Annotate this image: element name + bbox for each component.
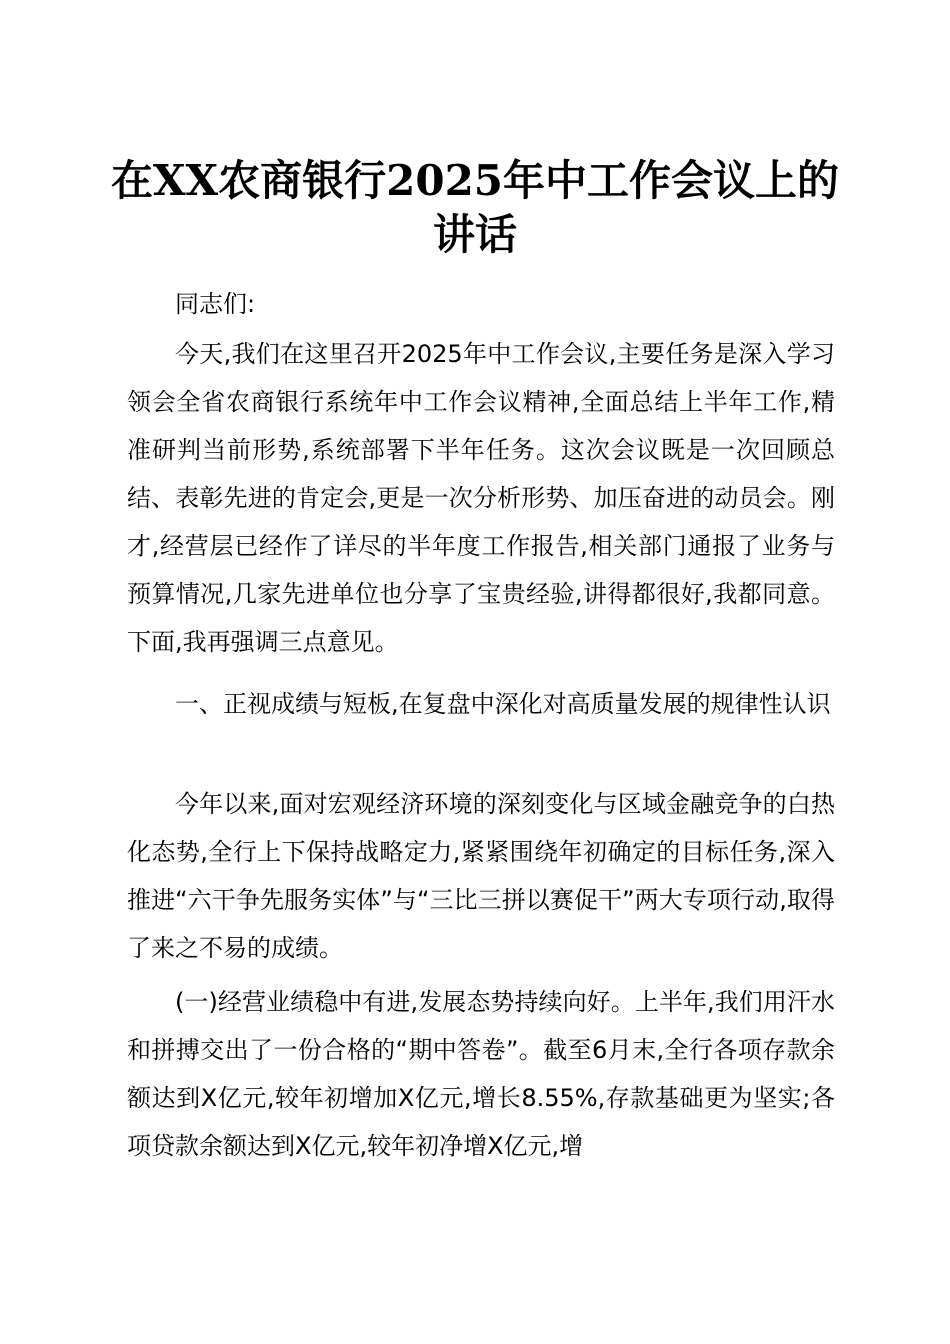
greeting: 同志们:: [175, 290, 256, 318]
section-heading-1: 一、正视成绩与短板,在复盘中深化对高质量发展的规律性认识: [175, 690, 831, 718]
document-title: 在XX农商银行2025年中工作会议上的讲话: [110, 156, 840, 259]
paragraph-achievements: 今年以来,面对宏观经济环境的深刻变化与区域金融竞争的白热化态势,全行上下保持战略定力,紧紧围绕年初确定的目标任务,深入推进“六干争先服务实体”与“三比三拼以赛促干”两大专项行动,取得了来之不易的成绩。: [127, 790, 835, 962]
paragraph-intro: 今天,我们在这里召开2025年中工作会议,主要任务是深入学习领会全省农商银行系统年中工作会议精神,全面总结上半年工作,精准研判当前形势,系统部署下半年任务。这次会议既是一次回顾总结、表彰先进的肯定会,更是一次分析形势、加压奋进的动员会。刚才,经营层已经作了详尽的半年度工作报告,相关部门通报了业务与预算情况,几家先进单位也分享了宝贵经验,讲得都很好,我都同意。下面,我再强调三点意见。: [127, 340, 835, 656]
paragraph-subsection-1: (一)经营业绩稳中有进,发展态势持续向好。上半年,我们用汗水和拼搏交出了一份合格的“期中答卷”。截至6月末,全行各项存款余额达到X亿元,较年初增加X亿元,增长8.55%,存款基础更为坚实;各项贷款余额达到X亿元,较年初净增X亿元,增: [127, 988, 835, 1160]
